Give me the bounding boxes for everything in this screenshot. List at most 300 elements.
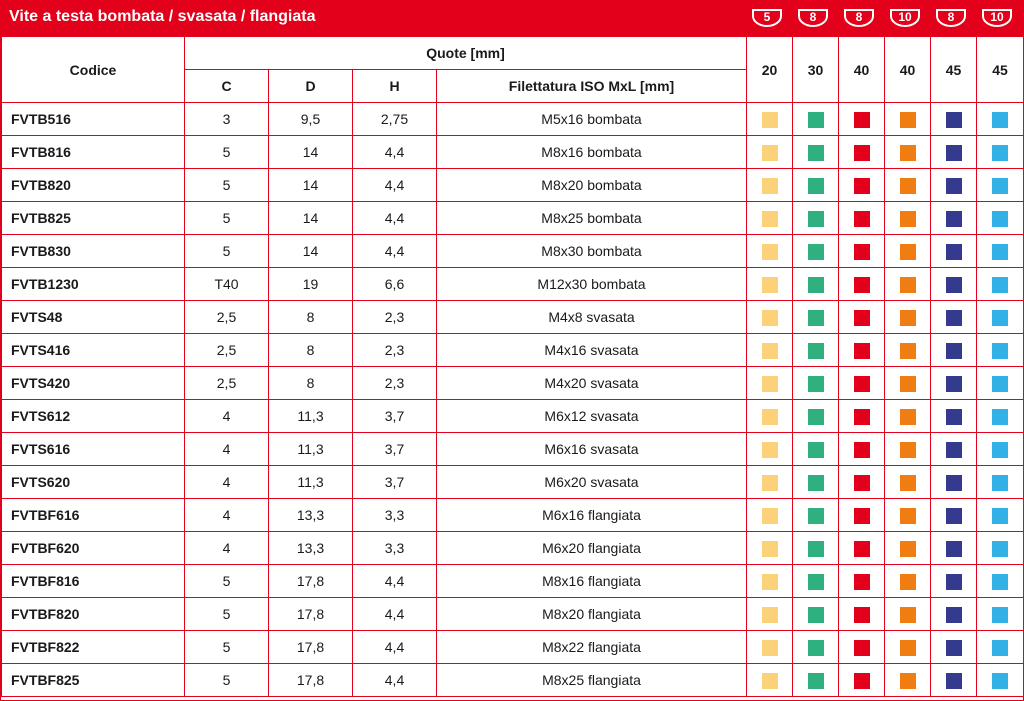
- cell-c: 4: [185, 400, 269, 433]
- cell-availability-6: [977, 268, 1024, 301]
- cell-availability-2: [793, 532, 839, 565]
- cell-h: 4,4: [353, 235, 437, 268]
- cell-availability-1: [747, 631, 793, 664]
- cell-availability-5: [931, 400, 977, 433]
- cell-availability-3: [839, 433, 885, 466]
- availability-square-icon: [854, 343, 870, 359]
- badge-label: 8: [855, 10, 863, 24]
- availability-square-icon: [946, 508, 962, 524]
- availability-square-icon: [992, 607, 1008, 623]
- cell-availability-4: [885, 466, 931, 499]
- availability-square-icon: [992, 640, 1008, 656]
- availability-square-icon: [808, 211, 824, 227]
- availability-square-icon: [762, 640, 778, 656]
- availability-square-icon: [900, 607, 916, 623]
- availability-square-icon: [762, 442, 778, 458]
- table-row: [2, 334, 1024, 367]
- cell-availability-5: [931, 499, 977, 532]
- head-badge-3: [842, 8, 876, 28]
- cell-d: 8: [269, 301, 353, 334]
- availability-square-icon: [808, 310, 824, 326]
- cell-availability-6: [977, 565, 1024, 598]
- cell-thread: M6x12 svasata: [437, 400, 747, 433]
- cell-d: 17,8: [269, 664, 353, 697]
- table-row: [2, 631, 1024, 664]
- availability-square-icon: [762, 112, 778, 128]
- header-c: C: [185, 70, 269, 103]
- cell-availability-6: [977, 334, 1024, 367]
- cell-availability-5: [931, 334, 977, 367]
- cell-h: 3,7: [353, 433, 437, 466]
- availability-square-icon: [900, 277, 916, 293]
- availability-square-icon: [992, 442, 1008, 458]
- cell-code: FVTBF620: [2, 532, 185, 565]
- cell-h: 4,4: [353, 664, 437, 697]
- head-badge-4: [888, 8, 922, 28]
- availability-square-icon: [808, 508, 824, 524]
- availability-square-icon: [762, 277, 778, 293]
- availability-square-icon: [946, 442, 962, 458]
- availability-square-icon: [992, 112, 1008, 128]
- cell-code: FVTS620: [2, 466, 185, 499]
- table-row: [2, 400, 1024, 433]
- cell-thread: M6x20 flangiata: [437, 532, 747, 565]
- cell-h: 2,3: [353, 367, 437, 400]
- cell-thread: M12x30 bombata: [437, 268, 747, 301]
- cell-code: FVTS616: [2, 433, 185, 466]
- availability-square-icon: [900, 541, 916, 557]
- cell-thread: M4x16 svasata: [437, 334, 747, 367]
- cell-c: 5: [185, 664, 269, 697]
- cell-availability-3: [839, 334, 885, 367]
- availability-square-icon: [808, 145, 824, 161]
- cell-availability-4: [885, 532, 931, 565]
- table-row: [2, 664, 1024, 697]
- table-row: [2, 499, 1024, 532]
- cell-availability-1: [747, 334, 793, 367]
- cell-availability-5: [931, 598, 977, 631]
- cell-thread: M6x16 flangiata: [437, 499, 747, 532]
- cell-availability-6: [977, 664, 1024, 697]
- availability-square-icon: [808, 607, 824, 623]
- cell-availability-5: [931, 202, 977, 235]
- cell-availability-2: [793, 499, 839, 532]
- cell-thread: M8x16 bombata: [437, 136, 747, 169]
- cell-availability-1: [747, 103, 793, 136]
- header-filettatura: Filettatura ISO MxL [mm]: [437, 70, 747, 103]
- availability-square-icon: [854, 673, 870, 689]
- availability-square-icon: [808, 244, 824, 260]
- availability-square-icon: [762, 541, 778, 557]
- cell-d: 14: [269, 235, 353, 268]
- cell-availability-3: [839, 400, 885, 433]
- cell-d: 14: [269, 169, 353, 202]
- cell-d: 17,8: [269, 598, 353, 631]
- availability-square-icon: [808, 541, 824, 557]
- availability-square-icon: [900, 442, 916, 458]
- availability-square-icon: [946, 343, 962, 359]
- availability-square-icon: [946, 640, 962, 656]
- badge-label: 10: [990, 10, 1004, 24]
- cell-availability-2: [793, 268, 839, 301]
- cell-c: 4: [185, 499, 269, 532]
- availability-square-icon: [808, 277, 824, 293]
- cell-availability-4: [885, 136, 931, 169]
- cell-availability-3: [839, 103, 885, 136]
- head-badge-6: [980, 8, 1014, 28]
- cell-d: 17,8: [269, 631, 353, 664]
- cell-availability-3: [839, 301, 885, 334]
- cell-h: 6,6: [353, 268, 437, 301]
- cell-thread: M6x20 svasata: [437, 466, 747, 499]
- header-size-6: 45: [977, 37, 1024, 103]
- availability-square-icon: [854, 574, 870, 590]
- cell-availability-1: [747, 499, 793, 532]
- availability-square-icon: [992, 343, 1008, 359]
- availability-square-icon: [992, 244, 1008, 260]
- availability-square-icon: [992, 211, 1008, 227]
- cell-code: FVTBF822: [2, 631, 185, 664]
- cell-availability-5: [931, 565, 977, 598]
- cell-d: 11,3: [269, 433, 353, 466]
- cell-code: FVTS48: [2, 301, 185, 334]
- cell-availability-4: [885, 565, 931, 598]
- cell-availability-4: [885, 598, 931, 631]
- cell-code: FVTS612: [2, 400, 185, 433]
- availability-square-icon: [762, 244, 778, 260]
- cell-c: 3: [185, 103, 269, 136]
- availability-square-icon: [946, 310, 962, 326]
- availability-square-icon: [762, 145, 778, 161]
- cell-c: 5: [185, 202, 269, 235]
- header-codice: Codice: [2, 37, 185, 103]
- cell-thread: M5x16 bombata: [437, 103, 747, 136]
- cell-availability-4: [885, 268, 931, 301]
- cell-availability-6: [977, 202, 1024, 235]
- cell-d: 14: [269, 202, 353, 235]
- availability-square-icon: [946, 112, 962, 128]
- cell-availability-4: [885, 400, 931, 433]
- cell-availability-5: [931, 631, 977, 664]
- availability-square-icon: [992, 508, 1008, 524]
- table-row: [2, 565, 1024, 598]
- availability-square-icon: [854, 112, 870, 128]
- cell-code: FVTB830: [2, 235, 185, 268]
- cell-c: 4: [185, 466, 269, 499]
- cell-h: 2,75: [353, 103, 437, 136]
- cell-availability-6: [977, 367, 1024, 400]
- cell-thread: M4x8 svasata: [437, 301, 747, 334]
- table-row: [2, 466, 1024, 499]
- header-size-2: 30: [793, 37, 839, 103]
- screw-table: [1, 36, 1024, 697]
- head-badge-2: [796, 8, 830, 28]
- cell-availability-6: [977, 466, 1024, 499]
- cell-availability-4: [885, 367, 931, 400]
- cell-availability-6: [977, 631, 1024, 664]
- cell-d: 8: [269, 367, 353, 400]
- cell-availability-5: [931, 136, 977, 169]
- cell-availability-3: [839, 202, 885, 235]
- cell-thread: M8x30 bombata: [437, 235, 747, 268]
- cell-availability-6: [977, 532, 1024, 565]
- cell-availability-5: [931, 301, 977, 334]
- cell-availability-2: [793, 136, 839, 169]
- cell-c: 5: [185, 598, 269, 631]
- availability-square-icon: [946, 145, 962, 161]
- cell-availability-2: [793, 565, 839, 598]
- availability-square-icon: [992, 310, 1008, 326]
- cell-availability-3: [839, 631, 885, 664]
- cell-c: 5: [185, 235, 269, 268]
- cell-availability-1: [747, 400, 793, 433]
- availability-square-icon: [762, 178, 778, 194]
- cell-availability-1: [747, 466, 793, 499]
- cell-availability-2: [793, 169, 839, 202]
- availability-square-icon: [946, 244, 962, 260]
- cell-availability-5: [931, 103, 977, 136]
- cell-availability-5: [931, 466, 977, 499]
- cell-availability-2: [793, 631, 839, 664]
- cell-availability-6: [977, 136, 1024, 169]
- cell-h: 3,3: [353, 499, 437, 532]
- availability-square-icon: [854, 508, 870, 524]
- cell-h: 2,3: [353, 301, 437, 334]
- cell-availability-1: [747, 169, 793, 202]
- availability-square-icon: [808, 673, 824, 689]
- availability-square-icon: [946, 475, 962, 491]
- availability-square-icon: [854, 145, 870, 161]
- cell-availability-2: [793, 664, 839, 697]
- availability-square-icon: [900, 343, 916, 359]
- cell-thread: M8x25 flangiata: [437, 664, 747, 697]
- cell-thread: M6x16 svasata: [437, 433, 747, 466]
- cell-availability-3: [839, 268, 885, 301]
- availability-square-icon: [900, 409, 916, 425]
- cell-availability-2: [793, 202, 839, 235]
- cell-availability-3: [839, 664, 885, 697]
- availability-square-icon: [808, 178, 824, 194]
- table-row: [2, 103, 1024, 136]
- cell-availability-6: [977, 169, 1024, 202]
- availability-square-icon: [946, 673, 962, 689]
- cell-d: 17,8: [269, 565, 353, 598]
- cell-availability-2: [793, 334, 839, 367]
- availability-square-icon: [900, 640, 916, 656]
- cell-availability-5: [931, 268, 977, 301]
- cell-availability-2: [793, 598, 839, 631]
- cell-availability-2: [793, 367, 839, 400]
- availability-square-icon: [900, 310, 916, 326]
- availability-square-icon: [992, 376, 1008, 392]
- cell-h: 3,3: [353, 532, 437, 565]
- table-row: [2, 367, 1024, 400]
- cell-availability-2: [793, 235, 839, 268]
- cell-availability-6: [977, 301, 1024, 334]
- availability-square-icon: [854, 178, 870, 194]
- availability-square-icon: [808, 343, 824, 359]
- availability-square-icon: [900, 145, 916, 161]
- cell-availability-3: [839, 367, 885, 400]
- availability-square-icon: [854, 244, 870, 260]
- cell-code: FVTB820: [2, 169, 185, 202]
- header-size-5: 45: [931, 37, 977, 103]
- cell-availability-2: [793, 433, 839, 466]
- cell-availability-6: [977, 433, 1024, 466]
- cell-c: T40: [185, 268, 269, 301]
- availability-square-icon: [854, 541, 870, 557]
- cell-availability-1: [747, 367, 793, 400]
- table-row: [2, 433, 1024, 466]
- cell-h: 2,3: [353, 334, 437, 367]
- availability-square-icon: [992, 178, 1008, 194]
- availability-square-icon: [854, 640, 870, 656]
- cell-c: 2,5: [185, 367, 269, 400]
- cell-h: 4,4: [353, 631, 437, 664]
- cell-availability-5: [931, 235, 977, 268]
- cell-code: FVTS420: [2, 367, 185, 400]
- availability-square-icon: [946, 607, 962, 623]
- cell-availability-4: [885, 301, 931, 334]
- availability-square-icon: [808, 442, 824, 458]
- cell-code: FVTBF816: [2, 565, 185, 598]
- cell-thread: M8x20 bombata: [437, 169, 747, 202]
- availability-square-icon: [762, 376, 778, 392]
- availability-square-icon: [762, 574, 778, 590]
- head-badge-1: [750, 8, 784, 28]
- header-quote: Quote [mm]: [185, 37, 747, 70]
- table-row: [2, 136, 1024, 169]
- header-size-3: 40: [839, 37, 885, 103]
- header-size-1: 20: [747, 37, 793, 103]
- cell-d: 11,3: [269, 466, 353, 499]
- availability-square-icon: [992, 277, 1008, 293]
- cell-availability-6: [977, 235, 1024, 268]
- availability-square-icon: [762, 508, 778, 524]
- availability-square-icon: [900, 112, 916, 128]
- cell-availability-4: [885, 103, 931, 136]
- availability-square-icon: [854, 442, 870, 458]
- cell-h: 3,7: [353, 400, 437, 433]
- cell-availability-1: [747, 268, 793, 301]
- availability-square-icon: [762, 673, 778, 689]
- availability-square-icon: [762, 607, 778, 623]
- cell-thread: M8x22 flangiata: [437, 631, 747, 664]
- availability-square-icon: [854, 376, 870, 392]
- cell-availability-1: [747, 433, 793, 466]
- cell-availability-3: [839, 565, 885, 598]
- availability-square-icon: [854, 211, 870, 227]
- table-row: [2, 598, 1024, 631]
- cell-c: 5: [185, 169, 269, 202]
- cell-availability-4: [885, 202, 931, 235]
- availability-square-icon: [762, 310, 778, 326]
- cell-code: FVTB816: [2, 136, 185, 169]
- availability-square-icon: [946, 376, 962, 392]
- cell-availability-3: [839, 136, 885, 169]
- cell-availability-4: [885, 334, 931, 367]
- availability-square-icon: [808, 376, 824, 392]
- table-row: [2, 169, 1024, 202]
- availability-square-icon: [992, 409, 1008, 425]
- availability-square-icon: [992, 475, 1008, 491]
- cell-d: 19: [269, 268, 353, 301]
- availability-square-icon: [808, 475, 824, 491]
- table-row: [2, 532, 1024, 565]
- cell-availability-1: [747, 202, 793, 235]
- cell-availability-4: [885, 499, 931, 532]
- cell-h: 4,4: [353, 598, 437, 631]
- header-h: H: [353, 70, 437, 103]
- cell-availability-6: [977, 499, 1024, 532]
- cell-availability-3: [839, 169, 885, 202]
- availability-square-icon: [900, 178, 916, 194]
- availability-square-icon: [808, 112, 824, 128]
- table-row: [2, 301, 1024, 334]
- availability-square-icon: [992, 574, 1008, 590]
- cell-code: FVTB1230: [2, 268, 185, 301]
- availability-square-icon: [854, 310, 870, 326]
- head-badge-5: [934, 8, 968, 28]
- cell-availability-5: [931, 433, 977, 466]
- cell-thread: M4x20 svasata: [437, 367, 747, 400]
- cell-c: 4: [185, 433, 269, 466]
- badge-label: 8: [947, 10, 955, 24]
- table-row: [2, 202, 1024, 235]
- cell-code: FVTBF616: [2, 499, 185, 532]
- cell-code: FVTB825: [2, 202, 185, 235]
- availability-square-icon: [946, 574, 962, 590]
- cell-availability-2: [793, 103, 839, 136]
- availability-square-icon: [946, 277, 962, 293]
- cell-availability-3: [839, 466, 885, 499]
- cell-h: 3,7: [353, 466, 437, 499]
- availability-square-icon: [854, 607, 870, 623]
- cell-availability-6: [977, 400, 1024, 433]
- header-d: D: [269, 70, 353, 103]
- cell-availability-1: [747, 664, 793, 697]
- cell-availability-5: [931, 664, 977, 697]
- cell-c: 5: [185, 565, 269, 598]
- cell-availability-1: [747, 532, 793, 565]
- badge-label: 8: [809, 10, 817, 24]
- cell-availability-2: [793, 301, 839, 334]
- cell-h: 4,4: [353, 565, 437, 598]
- cell-thread: M8x25 bombata: [437, 202, 747, 235]
- cell-availability-1: [747, 235, 793, 268]
- cell-d: 14: [269, 136, 353, 169]
- availability-square-icon: [808, 409, 824, 425]
- cell-availability-5: [931, 532, 977, 565]
- availability-square-icon: [762, 409, 778, 425]
- cell-d: 13,3: [269, 499, 353, 532]
- badge-label: 10: [898, 10, 912, 24]
- availability-square-icon: [900, 376, 916, 392]
- availability-square-icon: [854, 277, 870, 293]
- cell-c: 2,5: [185, 334, 269, 367]
- cell-availability-2: [793, 400, 839, 433]
- availability-square-icon: [992, 541, 1008, 557]
- availability-square-icon: [992, 145, 1008, 161]
- cell-d: 11,3: [269, 400, 353, 433]
- availability-square-icon: [900, 673, 916, 689]
- cell-availability-5: [931, 367, 977, 400]
- cell-code: FVTB516: [2, 103, 185, 136]
- cell-availability-3: [839, 598, 885, 631]
- availability-square-icon: [946, 409, 962, 425]
- cell-c: 5: [185, 631, 269, 664]
- cell-availability-3: [839, 532, 885, 565]
